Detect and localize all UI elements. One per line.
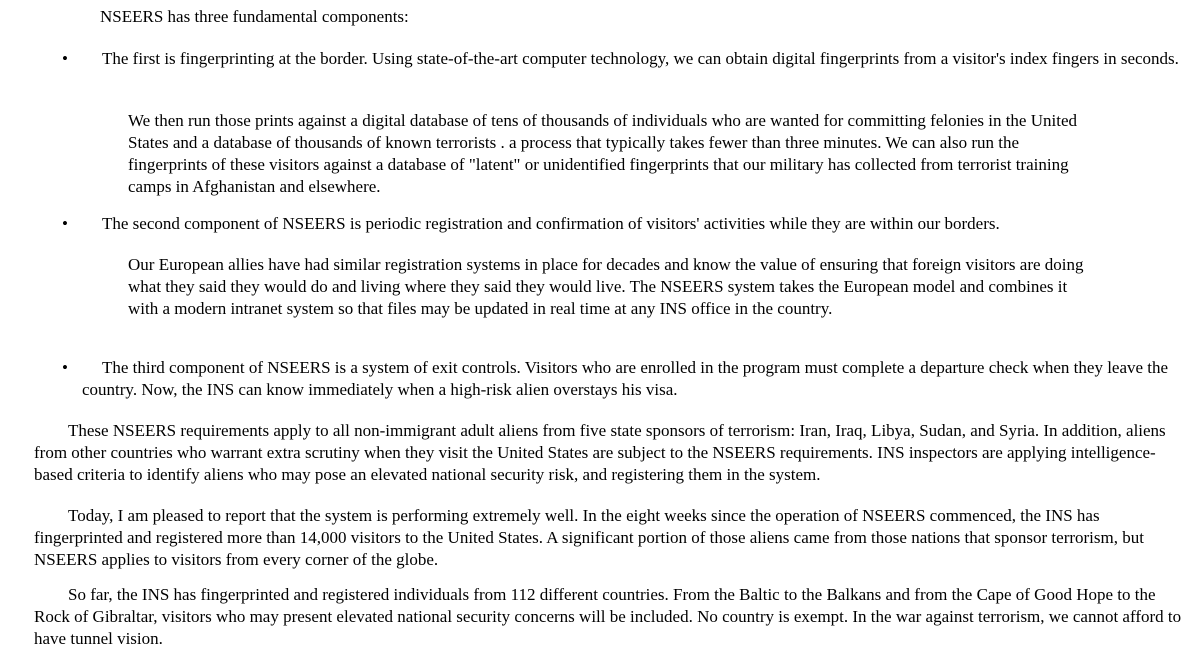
bullet-detail-registration: Our European allies have had similar registration systems in place for decades and know the value of ensuring that foreign visitors are doing what they said they would do and living where they said they would live. The NSEERS system takes the European model and combines it with a modern intranet system so that files may be updated in real time at any INS office in the country.	[128, 255, 1084, 318]
bullet-item-registration	[62, 213, 1182, 235]
bullet-marker: •	[62, 49, 68, 68]
bullet-item-exit-controls	[62, 357, 1182, 401]
bullet-detail-fingerprinting: We then run those prints against a digital database of tens of thousands of individuals who are wanted for committing felonies in the United States and a database of thousands of known terrorists . a process that typically takes fewer than three minutes. We can also run the fingerprints of these visitors against a database of "latent" or unidentified fingerprints that our military has collected from terrorist training camps in Afghanistan and elsewhere.	[128, 111, 1077, 196]
bullet-text: The third component of NSEERS is a system of exit controls. Visitors who are enrolled in the program must complete a departure check when they leave the country. Now, the INS can know immediately when a high-risk alien overstays his visa.	[82, 358, 1169, 399]
bullet-marker: •	[62, 214, 68, 233]
intro-line: NSEERS has three fundamental components:	[100, 7, 409, 26]
bullet-text: The second component of NSEERS is periodic registration and confirmation of visitors' activities while they are within our borders.	[102, 214, 1000, 233]
bullet-item-fingerprinting	[62, 48, 1182, 70]
bullet-text: The first is fingerprinting at the border. Using state-of-the-art computer technology, we can obtain digital fingerprints from a visitor's index fingers in seconds.	[102, 49, 1179, 68]
paragraph-countries: So far, the INS has fingerprinted and registered individuals from 112 different countries. From the Baltic to the Balkans and from the Cape of Good Hope to the Rock of Gibraltar, visitors who may present elevated national security concerns will be included. No country is exempt. In the war against terrorism, we cannot afford to have tunnel vision.	[34, 585, 1182, 648]
paragraph-requirements: These NSEERS requirements apply to all non-immigrant adult aliens from five state sponsors of terrorism: Iran, Iraq, Libya, Sudan, and Syria. In addition, aliens from other countries who warrant extra scrutiny when they visit the United States are subject to the NSEERS requirements. INS inspectors are applying intelligence-based criteria to identify aliens who may pose an elevated national security risk, and registering them in the system.	[34, 421, 1166, 484]
bullet-marker: •	[62, 358, 68, 377]
paragraph-performance: Today, I am pleased to report that the system is performing extremely well. In the eight weeks since the operation of NSEERS commenced, the INS has fingerprinted and registered more than 14,000 visitors to the United States. A significant portion of those aliens came from those nations that sponsor terrorism, but NSEERS applies to visitors from every corner of the globe.	[34, 506, 1144, 569]
